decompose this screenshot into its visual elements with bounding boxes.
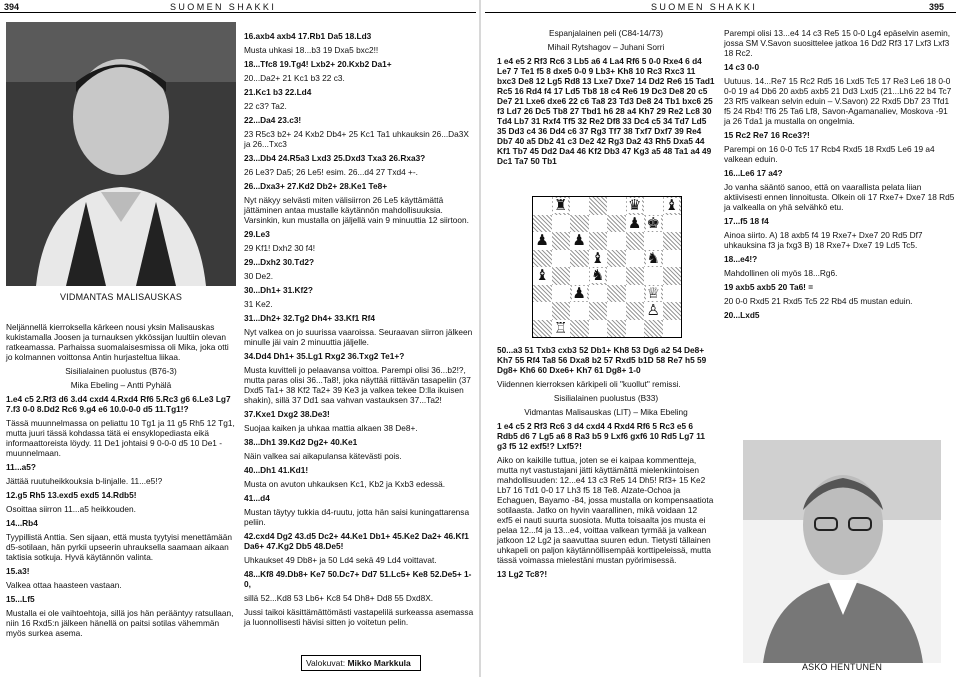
board-square [626, 250, 645, 268]
game-moves: 1.e4 c5 2.Rf3 d6 3.d4 cxd4 4.Rxd4 Rf6 5.Rc3 g6 6.Le3 Lg7 7.f3 0-0 8.Dd2 Rc6 9.g4 e6 10.0-0-0 d5 11.Tg1!? [6, 394, 231, 414]
right-page [481, 0, 960, 677]
right-column-1-top [497, 28, 715, 170]
commentary-paragraph: Neljännellä kierroksella kärkeen nousi yksin Malisauskas kukistamalla Joosen ja turnauksen ykkössijan luultiin olevan ratkeamassa. Parhaissa suomalaisesmissa oli Mika, joka otti jo kolmannen voittonsa Antin hurjasteltua liikaa. [6, 322, 229, 362]
chess-piece-icon: ♟ [535, 231, 549, 250]
right-header [481, 2, 960, 15]
commentary-paragraph: Aiko on kaikille tuttua, joten se ei kaipaa kommentteja, mutta nyt vastustajani jätti käyttämättä mielenkiintoisen mahdollisuuden: 12...e4 13 c3 Re5 14 Dh5! Rf3+ 15 Ke2 Lb7 16 Td1 0-0 17 Lh3 f5 18 Te8. Alzate-Ochoa ja Echaguen, Bayamo -84, jossa mustalla on kompensaatiota sotilaasta. Jatko on hyvin vaarallinen, mikä voidaan 12 exf5 ei nauti suurta suosiota. Mutta toisaalta jos musta ei pelaa 12...f4 ja 13...e4, voittaa valkean tyrmää ja valkean jatkoon 12 Lg2 ja saavuttaa suuren edun. Tietysti tällainen uhkapeli on paljon käytännöllisempää korttipeleissä, mutta tässä voimassa mielestäni mustan pyörimisessä. [497, 455, 714, 565]
commentary-paragraph: Nyt valkea on jo suurissa vaaroissa. Seuraavan siirron jälkeen minulle jäi vain 2 minuuttia jäljelle. [244, 327, 473, 347]
commentary-paragraph: 31 Ke2. [244, 299, 273, 309]
board-square [644, 302, 663, 320]
board-square [644, 250, 663, 268]
commentary-paragraph: Parempi on 16 0-0 Tc5 17 Rcb4 Rxd5 18 Rxd5 Le6 19 a4 valkean eduin. [724, 144, 935, 164]
game-moves: 34.Dd4 Dh1+ 35.Lg1 Rxg2 36.Txg2 Te1+? [244, 351, 405, 361]
game-moves: 37.Kxe1 Dxg2 38.De3! [244, 409, 330, 419]
game-moves: 29...Dxh2 30.Td2? [244, 257, 315, 267]
board-square [552, 215, 571, 233]
board-square [552, 197, 571, 215]
board-square [607, 320, 626, 338]
right-column-1-bottom [497, 345, 715, 583]
board-square [570, 250, 589, 268]
commentary-paragraph: Valkea ottaa haasteen vastaan. [6, 580, 122, 590]
board-square [626, 215, 645, 233]
page-number: 395 [929, 2, 945, 12]
game-moves: 18...e4!? [724, 254, 758, 264]
photo-caption: VIDMANTAS MALISAUSKAS [59, 292, 183, 302]
game-moves: 16.axb4 axb4 17.Rb1 Da5 18.Ld3 [244, 31, 372, 41]
chess-piece-icon: ♙ [646, 301, 660, 320]
right-column-2 [724, 28, 956, 324]
game-moves: 14 c3 0-0 [724, 62, 760, 72]
board-square [570, 285, 589, 303]
running-title: SUOMEN SHAKKI [170, 2, 277, 12]
board-square [663, 232, 682, 250]
commentary-paragraph: Sisilialainen puolustus (B76-3) [65, 366, 177, 376]
board-square [663, 285, 682, 303]
board-square [644, 267, 663, 285]
board-square [552, 232, 571, 250]
board-square [607, 232, 626, 250]
commentary-paragraph: Jättää ruutuheikkouksia b-linjalle. 11...e5!? [6, 476, 163, 486]
commentary-paragraph: Musta kuvitteli jo pelaavansa voittoa. Parempi olisi 36...b2!?, mutta paras olisi 36...Ta8!, joka näyttää riittävän tasapeliin (37 Dxd5 Ta1+ 38 Kf2 Ta2+ 39 Ke3 ja valkea tekee D:lla ikuisen shakin), sillä 37 Dd1 saa vahvan vastauksen 37...Ta2! [244, 365, 471, 405]
commentary-paragraph: Mustalla ei ole vaihtoehtoja, sillä jos hän perääntyy ratsullaan, niin 16 Rxd5:n jälkeen hänellä on paitsi sotilas vähemmän myös surkea asema. [6, 608, 234, 638]
board-square [663, 215, 682, 233]
game-moves: 13 Lg2 Tc8?! [497, 569, 548, 579]
board-square [570, 302, 589, 320]
chess-piece-icon: ♝ [665, 196, 679, 215]
board-square [533, 232, 552, 250]
board-square [552, 250, 571, 268]
commentary-paragraph: Mahdollinen oli myös 18...Rg6. [724, 268, 838, 278]
board-square [607, 285, 626, 303]
commentary-paragraph: Parempi olisi 13...e4 14 c3 Re5 15 0-0 Lg4 epäselvin asemin, jossa SM V.Savon suosittelee jatkoa 16 Dd2 Rf3 17 Lxf3 Lxf3 18 Rc2. [724, 28, 950, 58]
commentary-paragraph: 30 De2. [244, 271, 274, 281]
chess-piece-icon: ♛ [628, 196, 642, 215]
board-square [663, 250, 682, 268]
chess-piece-icon: ♖ [554, 318, 568, 337]
game-moves: 30...Dh1+ 31.Kf2? [244, 285, 313, 295]
game-moves: 18...Tfc8 19.Tg4! Lxb2+ 20.Kxb2 Da1+ [244, 59, 392, 69]
commentary-paragraph: Tyypillistä Anttia. Sen sijaan, että musta tyytyisi menettämään d5-sotilaan, hän pyrkii upseerin uhrauksella saamaan aikaan taktisia sotkuja. Hyvä käytännön valinta. [6, 532, 232, 562]
photo-credit-name: Mikko Markkula [347, 658, 411, 668]
commentary-paragraph: Osoittaa siirron 11...a5 heikkouden. [6, 504, 136, 514]
chess-piece-icon: ♜ [554, 196, 568, 215]
page-number: 394 [4, 2, 20, 12]
board-square [533, 250, 552, 268]
board-square [589, 267, 608, 285]
chess-board-grid [533, 197, 681, 337]
commentary-paragraph: Musta on avuton uhkauksen Kc1, Kb2 ja Kxb3 edessä. [244, 479, 446, 489]
commentary-paragraph: 22 c3? Ta2. [244, 101, 287, 111]
commentary-paragraph: Mika Ebeling – Antti Pyhälä [70, 380, 172, 390]
chess-piece-icon: ♝ [535, 266, 549, 285]
commentary-paragraph: Suojaa kaiken ja uhkaa mattia alkaen 38 De8+. [244, 423, 418, 433]
board-square [570, 232, 589, 250]
commentary-paragraph: Musta uhkasi 18...b3 19 Dxa5 bxc2!! [244, 45, 379, 55]
game-moves: 38...Dh1 39.Kd2 Dg2+ 40.Ke1 [244, 437, 358, 447]
game-moves: 23...Db4 24.R5a3 Lxd3 25.Dxd3 Txa3 26.Rxa3? [244, 153, 426, 163]
portrait-photo [6, 22, 236, 286]
left-column-1 [6, 322, 236, 642]
board-square [533, 267, 552, 285]
board-square [607, 197, 626, 215]
board-square [626, 232, 645, 250]
board-square [607, 302, 626, 320]
board-square [626, 267, 645, 285]
chess-diagram [532, 196, 682, 338]
commentary-paragraph: Tässä muunnelmassa on peliattu 10 Tg1 ja 11 g5 Rh5 12 Tg1, mutta juuri tässä kohdassa tätä ei ensyklopediasta eikä informaattoreista löydy. 11 De1 johtaisi 9 0-0-0 d5 10 De1 -muunnelmaan. [6, 418, 235, 458]
left-header [0, 2, 480, 15]
board-square [570, 320, 589, 338]
board-square [589, 285, 608, 303]
board-square [533, 285, 552, 303]
commentary-paragraph: 20...Da2+ 21 Kc1 b3 22 c3. [244, 73, 345, 83]
board-square [626, 197, 645, 215]
game-moves: 21.Kc1 b3 22.Ld4 [244, 87, 312, 97]
commentary-paragraph: Jussi taikoi käsittämättömästi vastapelilä surkeassa asemassa ja luonnollisesti hävisi sitten jo voitetun pelin. [244, 607, 474, 627]
chess-piece-icon: ♕ [646, 283, 660, 302]
chess-piece-icon: ♟ [572, 231, 586, 250]
board-square [533, 215, 552, 233]
commentary-paragraph: 26 Le3? Da5; 26 Le5! esim. 26...d4 27 Txd4 +-. [244, 167, 418, 177]
game-moves: 40...Dh1 41.Kd1! [244, 465, 309, 475]
game-moves: 20...Lxd5 [724, 310, 760, 320]
commentary-paragraph: Sisilialainen puolustus (B33) [553, 393, 659, 403]
portrait-image [743, 440, 941, 663]
game-moves: 1 e4 e5 2 Rf3 Rc6 3 Lb5 a6 4 La4 Rf6 5 0-0 Rxe4 6 d4 Le7 7 Te1 f5 8 dxe5 0-0 9 Lb3+ Kh8 10 Rc3 Rxc3 11 bxc3 De8 12 Lg5 Rd8 13 Lxe7 Dxe7 14 Dd2 Re6 15 Tad1 Rc5 16 Rd4 f4 17 Ld5 Tb8 18 c4 Re6 19 Dc3 De8 20 c5 De7 21 Lxe6 dxe6 22 c6 Ta8 23 Td3 De8 24 Tb1 bxc6 25 f3 Ld7 26 Dc5 Tb8 27 Tbd1 h6 28 a4 Kh7 29 Re2 Lc8 30 Td4 Lb7 31 Rxf4 Tf5 32 Re2 Df8 33 Dc4 c5 34 Td7 Ld5 35 Dd3 c4 36 Dd4 c6 37 Rg3 Tf7 38 Txf7 Dxf7 39 Re4 Db7 40 a5 Db2 41 c3 De2 42 Rg3 Da2 43 Rh5 Dxa5 44 Kf1 Tb7 45 Dd2 Da4 46 Kf2 Db3 47 Kg3 a5 48 Ta1 a4 49 Dc1 Ta7 50 Tb1 [497, 56, 715, 166]
chess-piece-icon: ♞ [646, 248, 660, 267]
chess-piece-icon: ♟ [572, 283, 586, 302]
commentary-paragraph: Mustan täytyy tukkia d4-ruutu, jotta hän saisi kuningattarensa peliin. [244, 507, 470, 527]
board-square [533, 320, 552, 338]
game-moves: 41...d4 [244, 493, 270, 503]
header-rule [0, 12, 476, 13]
board-square [644, 232, 663, 250]
board-square [552, 302, 571, 320]
board-square [607, 215, 626, 233]
header-rule [485, 12, 956, 13]
game-moves: 29.Le3 [244, 229, 270, 239]
game-moves: 31...Dh2+ 32.Tg2 Dh4+ 33.Kf1 Rf4 [244, 313, 375, 323]
board-square [533, 197, 552, 215]
chess-piece-icon: ♝ [591, 248, 605, 267]
game-moves: 15.a3! [6, 566, 30, 576]
board-square [644, 197, 663, 215]
game-moves: 16...Le6 17 a4? [724, 168, 783, 178]
game-moves: 11...a5? [6, 462, 36, 472]
board-square [570, 197, 589, 215]
board-square [644, 285, 663, 303]
board-square [607, 250, 626, 268]
board-square [589, 232, 608, 250]
running-title: SUOMEN SHAKKI [651, 2, 758, 12]
board-square [533, 302, 552, 320]
board-square [626, 320, 645, 338]
portrait-image [6, 22, 236, 286]
game-moves: 12.g5 Rh5 13.exd5 exd5 14.Rdb5! [6, 490, 137, 500]
board-square [589, 320, 608, 338]
board-square [552, 267, 571, 285]
chess-piece-icon: ♚ [646, 213, 660, 232]
commentary-paragraph: Viidennen kierroksen kärkipeli oli "kuollut" remissi. [497, 379, 681, 389]
game-moves: 1 e4 c5 2 Rf3 Rc6 3 d4 cxd4 4 Rxd4 Rf6 5 Rc3 e5 6 Rdb5 d6 7 Lg5 a6 8 Ra3 b5 9 Lxf6 gxf6 10 Rd5 Lg7 11 g3 f5 12 exf5!? Lxf5?! [497, 421, 705, 451]
commentary-paragraph: Ainoa siirto. A) 18 axb5 f4 19 Rxe7+ Dxe7 20 Rd5 Df7 uhkauksina f3 ja fxg3 B) 18 Rxe7+ Dxe7 19 Ld5 Tc5. [724, 230, 923, 250]
portrait-photo [743, 440, 941, 663]
board-square [552, 285, 571, 303]
commentary-paragraph: Vidmantas Malisauskas (LIT) – Mika Ebeling [524, 407, 688, 417]
board-square [626, 285, 645, 303]
commentary-paragraph: Näin valkea sai aikapulansa kätevästi pois. [244, 451, 402, 461]
game-moves: 26...Dxa3+ 27.Kd2 Db2+ 28.Ke1 Te8+ [244, 181, 388, 191]
photo-credit-label: Valokuvat: [306, 658, 346, 668]
photo-credit [301, 655, 421, 671]
game-moves: 14...Rb4 [6, 518, 38, 528]
commentary-paragraph: Nyt näkyy selvästi miten välisiirron 26 Le5 käyttämättä jättäminen antaa mustalle käytännön mahdollisuuksia. Varsinkin, kun mustalla on jäljellä vain 9 minuuttia 12 siirtoon. [244, 195, 469, 225]
board-square [589, 197, 608, 215]
game-moves: 22...Da4 23.c3! [244, 115, 302, 125]
board-square [663, 197, 682, 215]
commentary-paragraph: Jo vanha sääntö sanoo, että on vaarallista pelata liian aktiivisesti ennen linnoitusta. Olkein oli 17 Rxe7+ Dxe7 18 Rd5 ja valkealla on yhä selvähkö etu. [724, 182, 955, 212]
game-moves: 19 axb5 axb5 20 Ta6! = [724, 282, 814, 292]
left-column-2 [244, 31, 476, 631]
board-square [644, 215, 663, 233]
commentary-paragraph: Uhkaukset 49 Db8+ ja 50 Ld4 sekä 49 Ld4 voittavat. [244, 555, 437, 565]
board-square [570, 215, 589, 233]
commentary-paragraph: Uutuus. 14...Re7 15 Rc2 Rd5 16 Lxd5 Tc5 17 Re3 Le6 18 0-0 0-0 19 a4 Db6 20 axb5 axb5 21 Dd3 Lxd5 (21...Lh6 22 b4 Tc7 23 Rf5 valkean selvin eduin – V.Savon) 22 Rxd5 Db7 23 Tfd1 f5 24 Rb4! Tf6 25 Ta6 Lf8, Savon-Agamanaliev, Moskova -91 ja 26 Tda1 ja mustalla on ongelmia. [724, 76, 952, 126]
board-square [570, 267, 589, 285]
game-moves: 48...Kf8 49.Db8+ Ke7 50.Dc7+ Dd7 51.Lc5+ Ke8 52.De5+ 1-0, [244, 569, 472, 589]
commentary-paragraph: Espanjalainen peli (C84-14/73) [549, 28, 663, 38]
chess-piece-icon: ♟ [628, 213, 642, 232]
game-moves: 17...f5 18 f4 [724, 216, 769, 226]
board-square [644, 320, 663, 338]
commentary-paragraph: 29 Kf1! Dxh2 30 f4! [244, 243, 316, 253]
game-moves: 15 Rc2 Re7 16 Rce3?! [724, 130, 810, 140]
chess-piece-icon: ♞ [591, 266, 605, 285]
commentary-paragraph: Mihail Rytshagov – Juhani Sorri [547, 42, 665, 52]
board-square [663, 302, 682, 320]
game-moves: 15...Lf5 [6, 594, 35, 604]
board-square [589, 215, 608, 233]
commentary-paragraph: 23 R5c3 b2+ 24 Kxb2 Db4+ 25 Kc1 Ta1 uhkauksin 26...Da3X ja 26...Txc3 [244, 129, 469, 149]
board-square [663, 267, 682, 285]
game-moves: 50...a3 51 Txb3 cxb3 52 Db1+ Kh8 53 Dg6 a2 54 De8+ Kh7 55 Rf4 Ta8 56 Dxa8 b2 57 Rxd5 b1D 58 Re7 h5 59 Dg8+ Kh6 60 Dxe6+ Kh7 61 Dg8+ 1-0 [497, 345, 707, 375]
game-moves: 42.cxd4 Dg2 43.d5 Dc2+ 44.Ke1 Db1+ 45.Ke2 Da2+ 46.Kf1 Da6+ 47.Kg2 Db5 48.De5! [244, 531, 469, 551]
board-square [626, 302, 645, 320]
board-square [607, 267, 626, 285]
commentary-paragraph: 20 0-0 Rxd5 21 Rxd5 Tc5 22 Rb4 d5 mustan eduin. [724, 296, 913, 306]
board-square [663, 320, 682, 338]
board-square [589, 302, 608, 320]
photo-caption: ASKO HENTUNEN [801, 662, 883, 672]
commentary-paragraph: sillä 52...Kd8 53 Lb6+ Kc8 54 Dh8+ Dd8 55 Dxd8X. [244, 593, 434, 603]
board-square [552, 320, 571, 338]
board-square [589, 250, 608, 268]
